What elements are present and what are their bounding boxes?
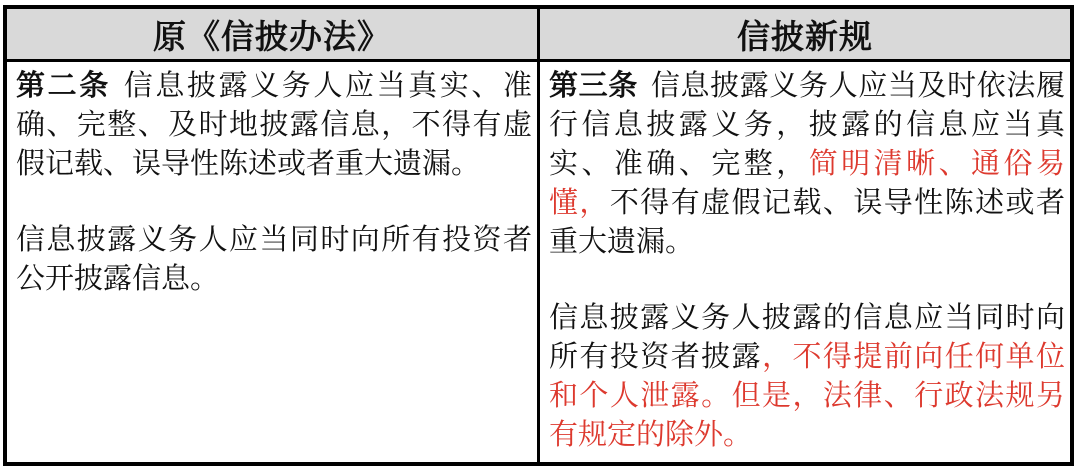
article-number-label: 第二条: [16, 70, 111, 102]
old-rules-second-paragraph: [16, 221, 532, 299]
new-rules-article-3-paragraph: [549, 67, 1065, 262]
text-run: 信息披露义务人披露的信息应当同时向所有投资者披露: [549, 302, 1065, 373]
old-rules-article-2-paragraph: [16, 67, 532, 184]
cell-old-rules: [5, 61, 539, 465]
text-run: 信息披露义务人应当同时向所有投资者公开披露信息。: [16, 224, 532, 295]
text-run: 信息披露义务人应当及时依法履行信息披露义务，披露的信息应当真实、准确、完整，: [549, 70, 1065, 180]
highlighted-text-run: 简明清晰、通俗易懂，: [549, 148, 1065, 219]
text-run: 信息披露义务人应当真实、准确、完整、及时地披露信息，不得有虚假记载、误导性陈述或者重大遗漏。: [16, 70, 532, 180]
new-rules-second-paragraph: [549, 299, 1065, 455]
highlighted-text-run: ，不得提前向任何单位和个人泄露。但是，法律、行政法规另有规定的除外。: [549, 341, 1065, 451]
text-run: 不得有虚假记载、误导性陈述或者重大遗漏。: [549, 187, 1065, 258]
cell-new-rules: [539, 61, 1073, 465]
content-row: [5, 61, 1072, 465]
header-row: [5, 7, 1072, 61]
header-new-rules: 信披新规: [539, 7, 1073, 61]
header-old-rules: 原《信披办法》: [5, 7, 539, 61]
article-number-label: 第三条: [549, 70, 638, 102]
disclosure-rules-comparison-table: [3, 5, 1074, 466]
